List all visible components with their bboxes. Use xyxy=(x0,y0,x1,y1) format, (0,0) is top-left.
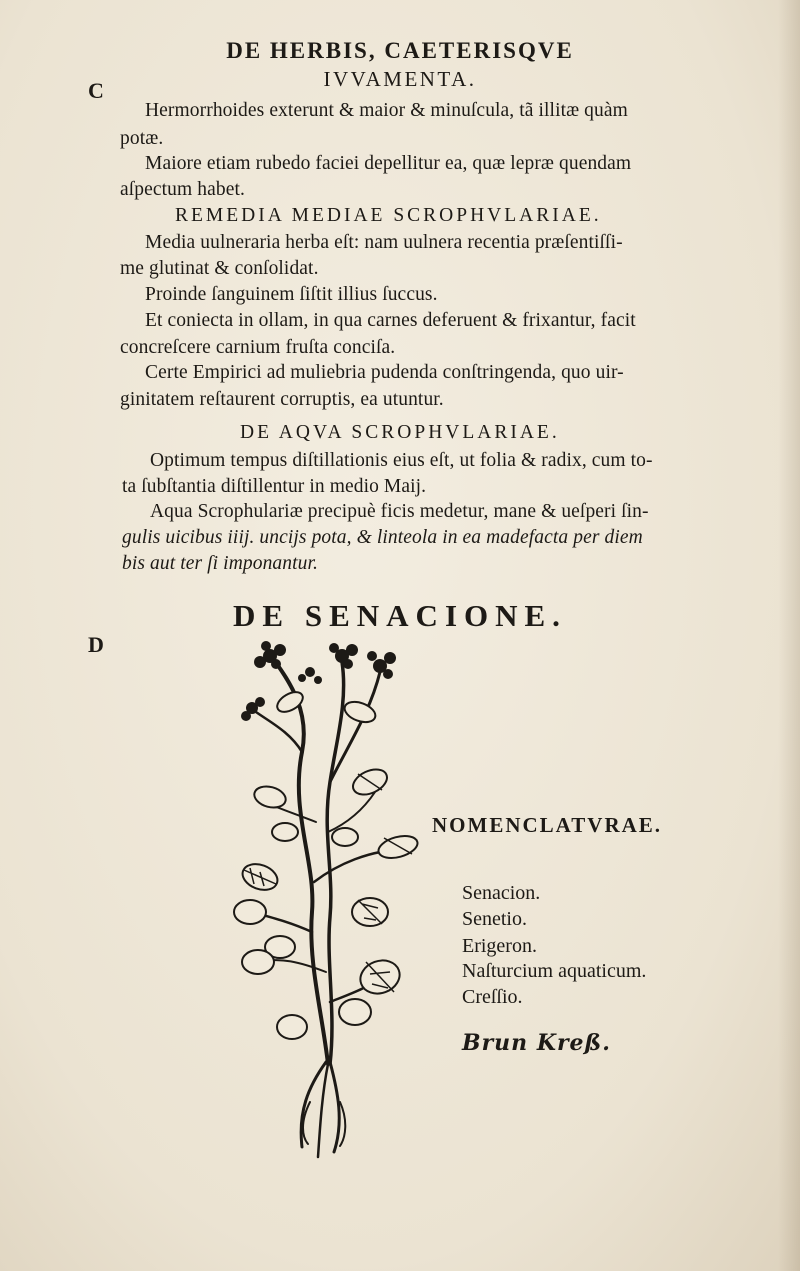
section-heading-aqua: DE AQVA SCROPHVLARIAE. xyxy=(240,422,560,443)
body-line: potæ. xyxy=(120,128,164,149)
margin-letter-d: D xyxy=(88,632,104,657)
body-line: Media uulneraria herba eſt: nam uulnera recentia præſentiſſi- xyxy=(145,232,623,253)
nomenclature-name: Naſturcium aquaticum. xyxy=(462,960,647,982)
nomenclature-name: Senetio. xyxy=(462,908,527,930)
nomenclature-name: Creſſio. xyxy=(462,986,523,1008)
body-line: concreſcere carnium fruſta conciſa. xyxy=(120,337,396,358)
body-line: me glutinat & conſolidat. xyxy=(120,258,319,279)
chapter-title: DE SENACIONE. xyxy=(233,598,567,633)
body-line: Aqua Scrophulariæ precipuè ficis medetur, mane & ueſperi ſin- xyxy=(150,501,649,522)
body-line: gulis uicibus iiij. uncijs pota, & linteola in ea madefacta per diem xyxy=(122,527,643,548)
running-subhead: IVVAMENTA. xyxy=(323,67,477,91)
german-name: Brun Kreß. xyxy=(462,1030,611,1056)
body-line: bis aut ter ſi imponantur. xyxy=(122,553,318,574)
body-line: Maiore etiam rubedo faciei depellitur ea, quæ lepræ quendam xyxy=(145,153,632,174)
section-heading-remedia: REMEDIA MEDIAE SCROPHVLARIAE. xyxy=(175,205,602,226)
margin-letter-c: C xyxy=(88,78,104,103)
body-line: Optimum tempus diſtillationis eius eſt, ut folia & radix, cum to- xyxy=(150,450,653,471)
nomenclature-name: Erigeron. xyxy=(462,935,537,957)
body-line: aſpectum habet. xyxy=(120,179,245,200)
body-line: Hermorrhoides exterunt & maior & minuſcula, tã illitæ quàm xyxy=(145,100,628,121)
nomenclature-title: NOMENCLATVRAE. xyxy=(432,813,663,837)
senecio-plant-woodcut-icon xyxy=(230,632,420,1167)
body-line: ta ſubſtantia diſtillentur in medio Maij. xyxy=(122,476,427,497)
nomenclature-name: Senacion. xyxy=(462,882,541,904)
body-line: Proinde ſanguinem ſiſtit illius ſuccus. xyxy=(145,284,438,305)
body-line: Et coniecta in ollam, in qua carnes deferuent & frixantur, facit xyxy=(145,310,636,331)
body-line: Certe Empirici ad muliebria pudenda conſtringenda, quo uir- xyxy=(145,362,624,383)
body-line: ginitatem reſtaurent corruptis, ea utuntur. xyxy=(120,389,444,410)
running-head: DE HERBIS, CAETERISQVE xyxy=(226,38,574,63)
